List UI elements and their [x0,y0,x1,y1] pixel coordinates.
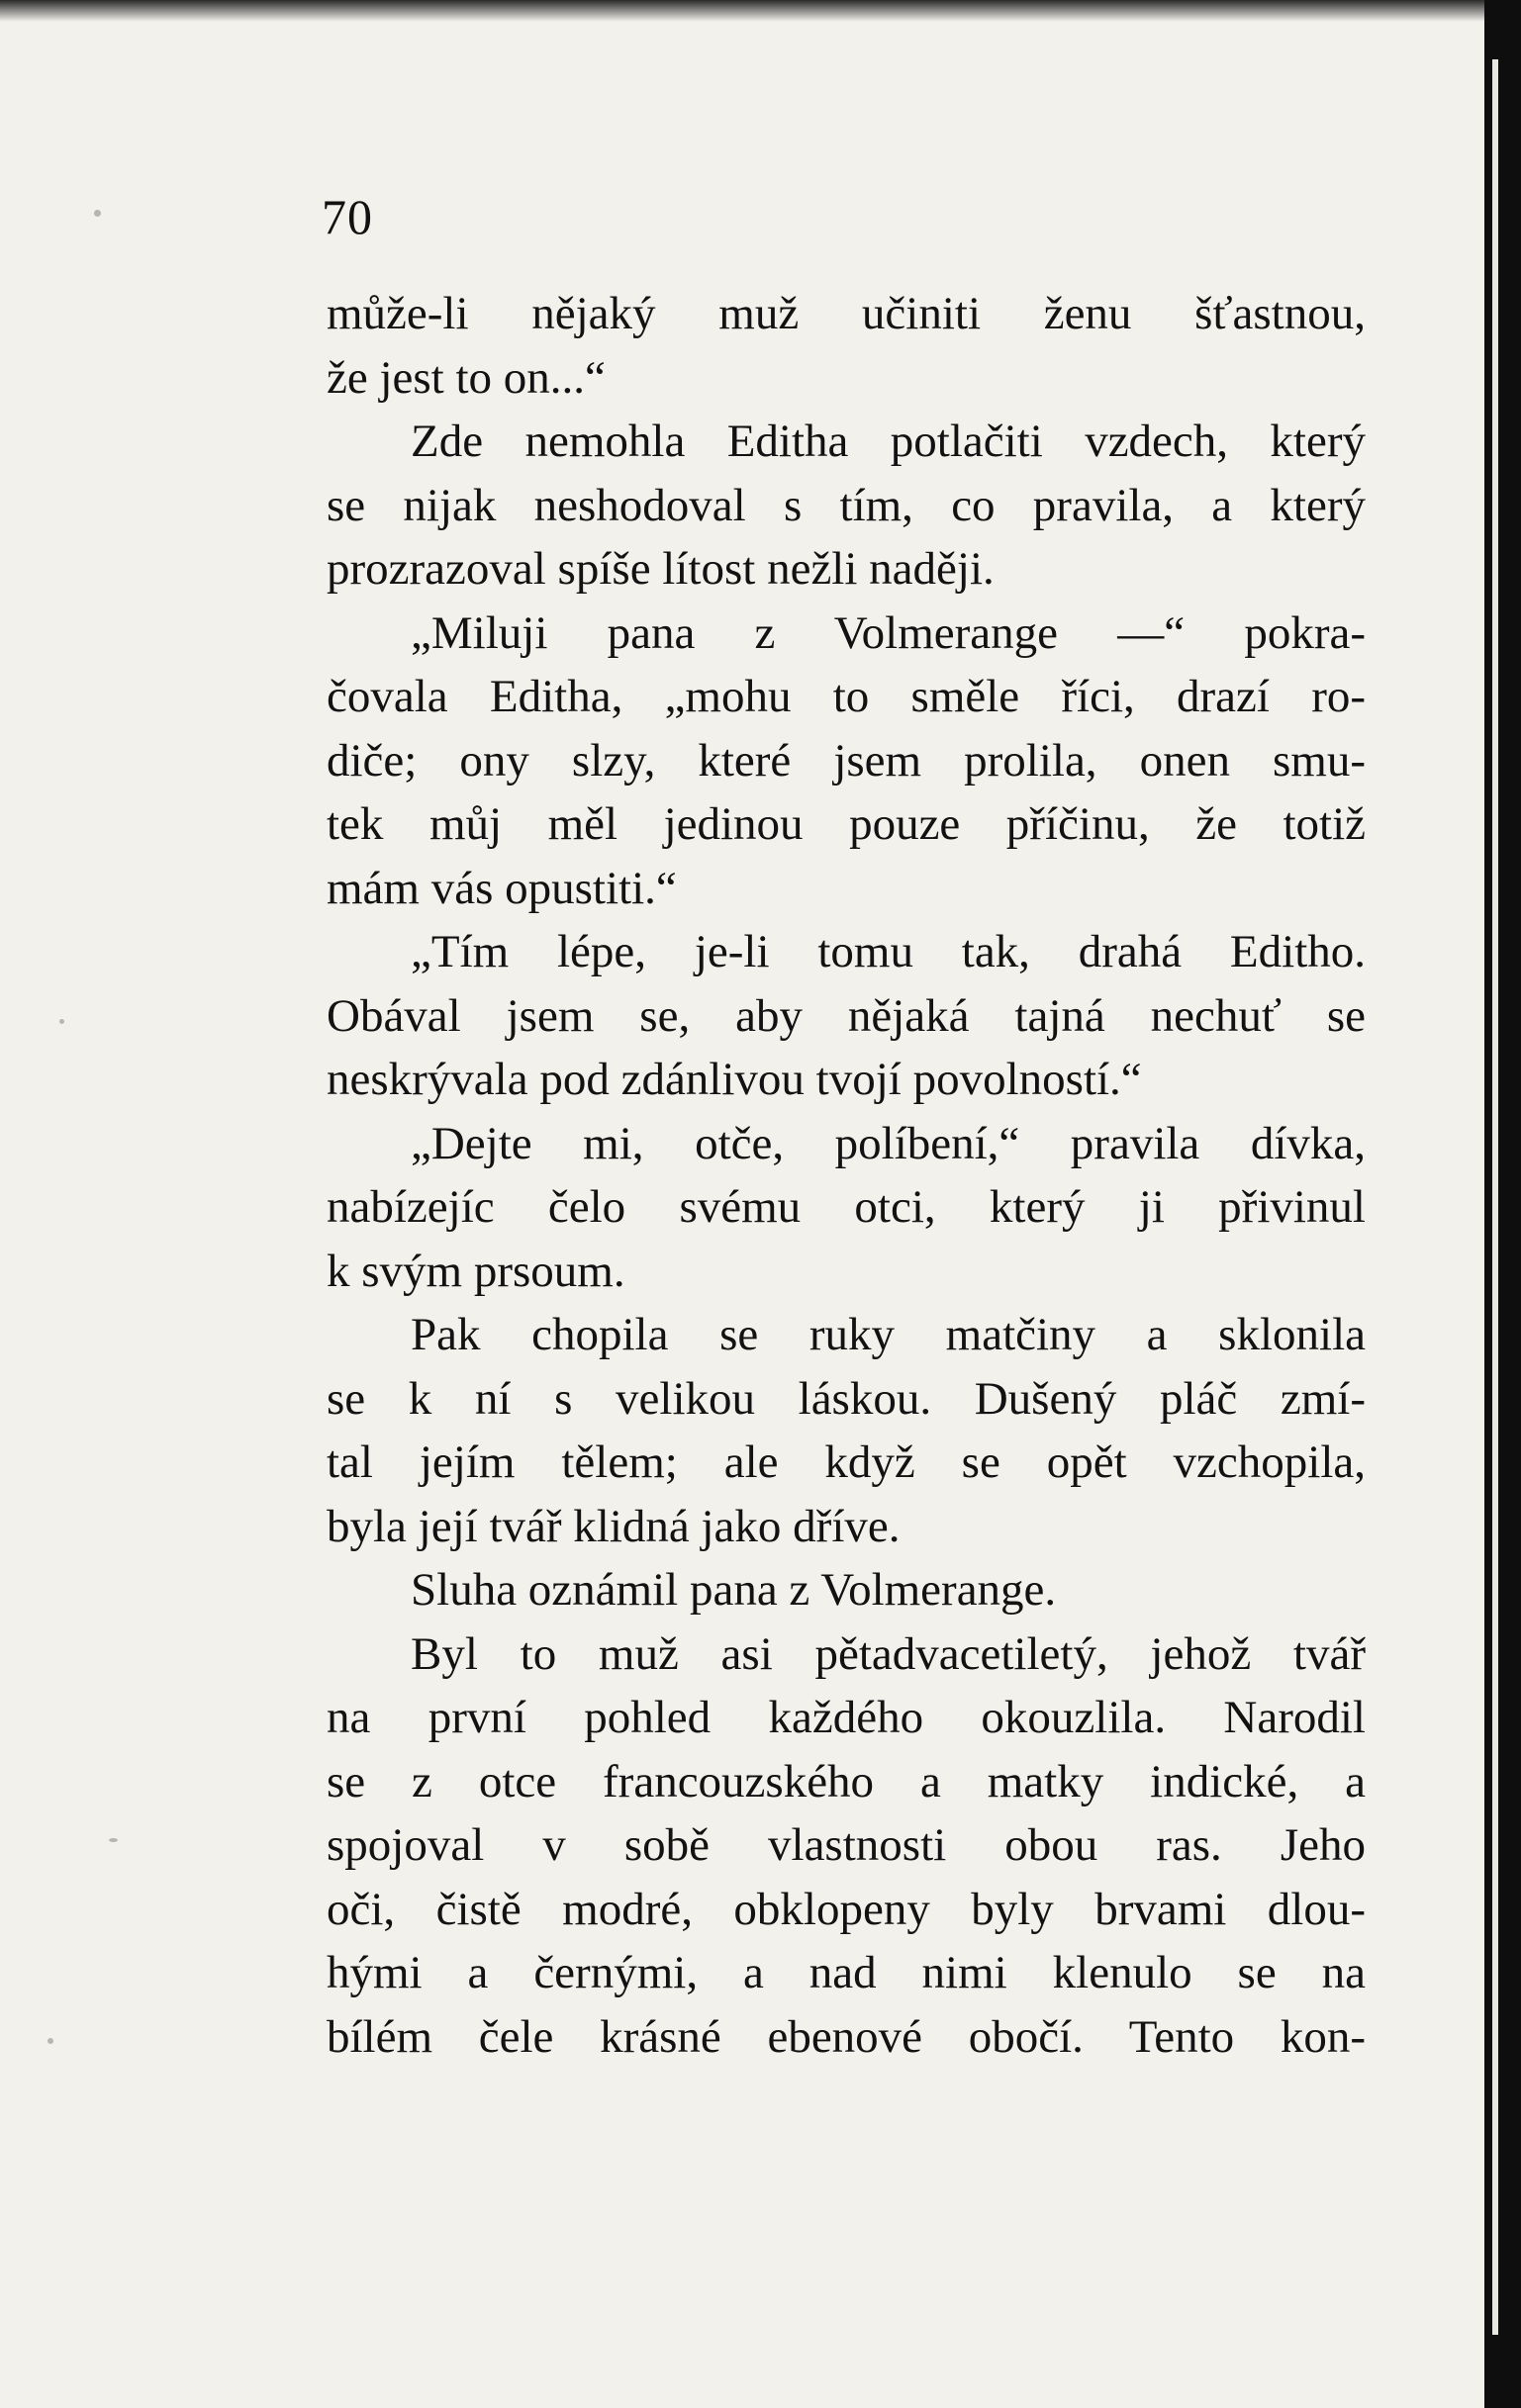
text-line: že jest to on...“ [327,351,606,404]
text-line: se k ní s velikou láskou. Dušený pláč zmí- [327,1372,1366,1425]
text-line: Sluha oznámil pana z Volmerange. [411,1564,1057,1616]
text-line: neskrývala pod zdánlivou tvojí povolností.“ [327,1054,1142,1105]
paper-speck [59,1019,64,1024]
text-line: spojoval v sobě vlastnosti obou ras. Jeho [327,1819,1366,1871]
text-line: hými a černými, a nad nimi klenulo se na [327,1947,1366,1998]
text-line: „Tím lépe, je-li tomu tak, drahá Editho. [411,926,1366,977]
text-line: tal jejím tělem; ale když se opět vzchopila, [327,1436,1366,1488]
text-line: Byl to muž asi pětadvacetiletý, jehož tvář [411,1627,1366,1680]
text-line: může-li nějaký muž učiniti ženu šťastnou, [327,288,1366,339]
text-line: bílém čele krásné ebenové obočí. Tento kon- [327,2010,1366,2063]
text-line: „Dejte mi, otče, políbení,“ pravila dívka, [411,1117,1366,1169]
paper-speck [109,1838,118,1842]
text-line: tek můj měl jedinou pouze příčinu, že totiž [327,798,1366,850]
paper-speck [94,210,101,217]
text-line: Pak chopila se ruky matčiny a sklonila [411,1309,1366,1360]
text-line: oči, čistě modré, obklopeny byly brvami dlou- [327,1883,1366,1935]
text-line: „Miluji pana z Volmerange —“ pokra- [411,606,1366,659]
text-line: se nijak neshodoval s tím, co pravila, a který [327,479,1366,531]
page-number: 70 [322,189,373,244]
text-line: diče; ony slzy, které jsem prolila, onen smu- [327,734,1366,787]
text-line: Obával jsem se, aby nějaká tajná nechuť se [327,989,1366,1042]
text-line: mám vás opustiti.“ [327,862,677,914]
text-line: na první pohled každého okouzlila. Narodil [327,1692,1366,1743]
text-line: k svým prsoum. [327,1245,625,1297]
text-line: Zde nemohla Editha potlačiti vzdech, který [411,416,1366,467]
text-line: nabízejíc čelo svému otci, který ji přivinul [327,1181,1366,1233]
text-line: čovala Editha, „mohu to směle říci, drazí ro- [327,671,1366,722]
book-spine-edge [1484,0,1521,2408]
paper-speck [48,2038,53,2044]
body-text [327,282,1366,2069]
text-line: prozrazoval spíše lítost nežli naději. [327,543,995,595]
text-line: se z otce francouzského a matky indické, a [327,1755,1366,1807]
text-line: byla její tvář klidná jako dříve. [327,1500,901,1552]
